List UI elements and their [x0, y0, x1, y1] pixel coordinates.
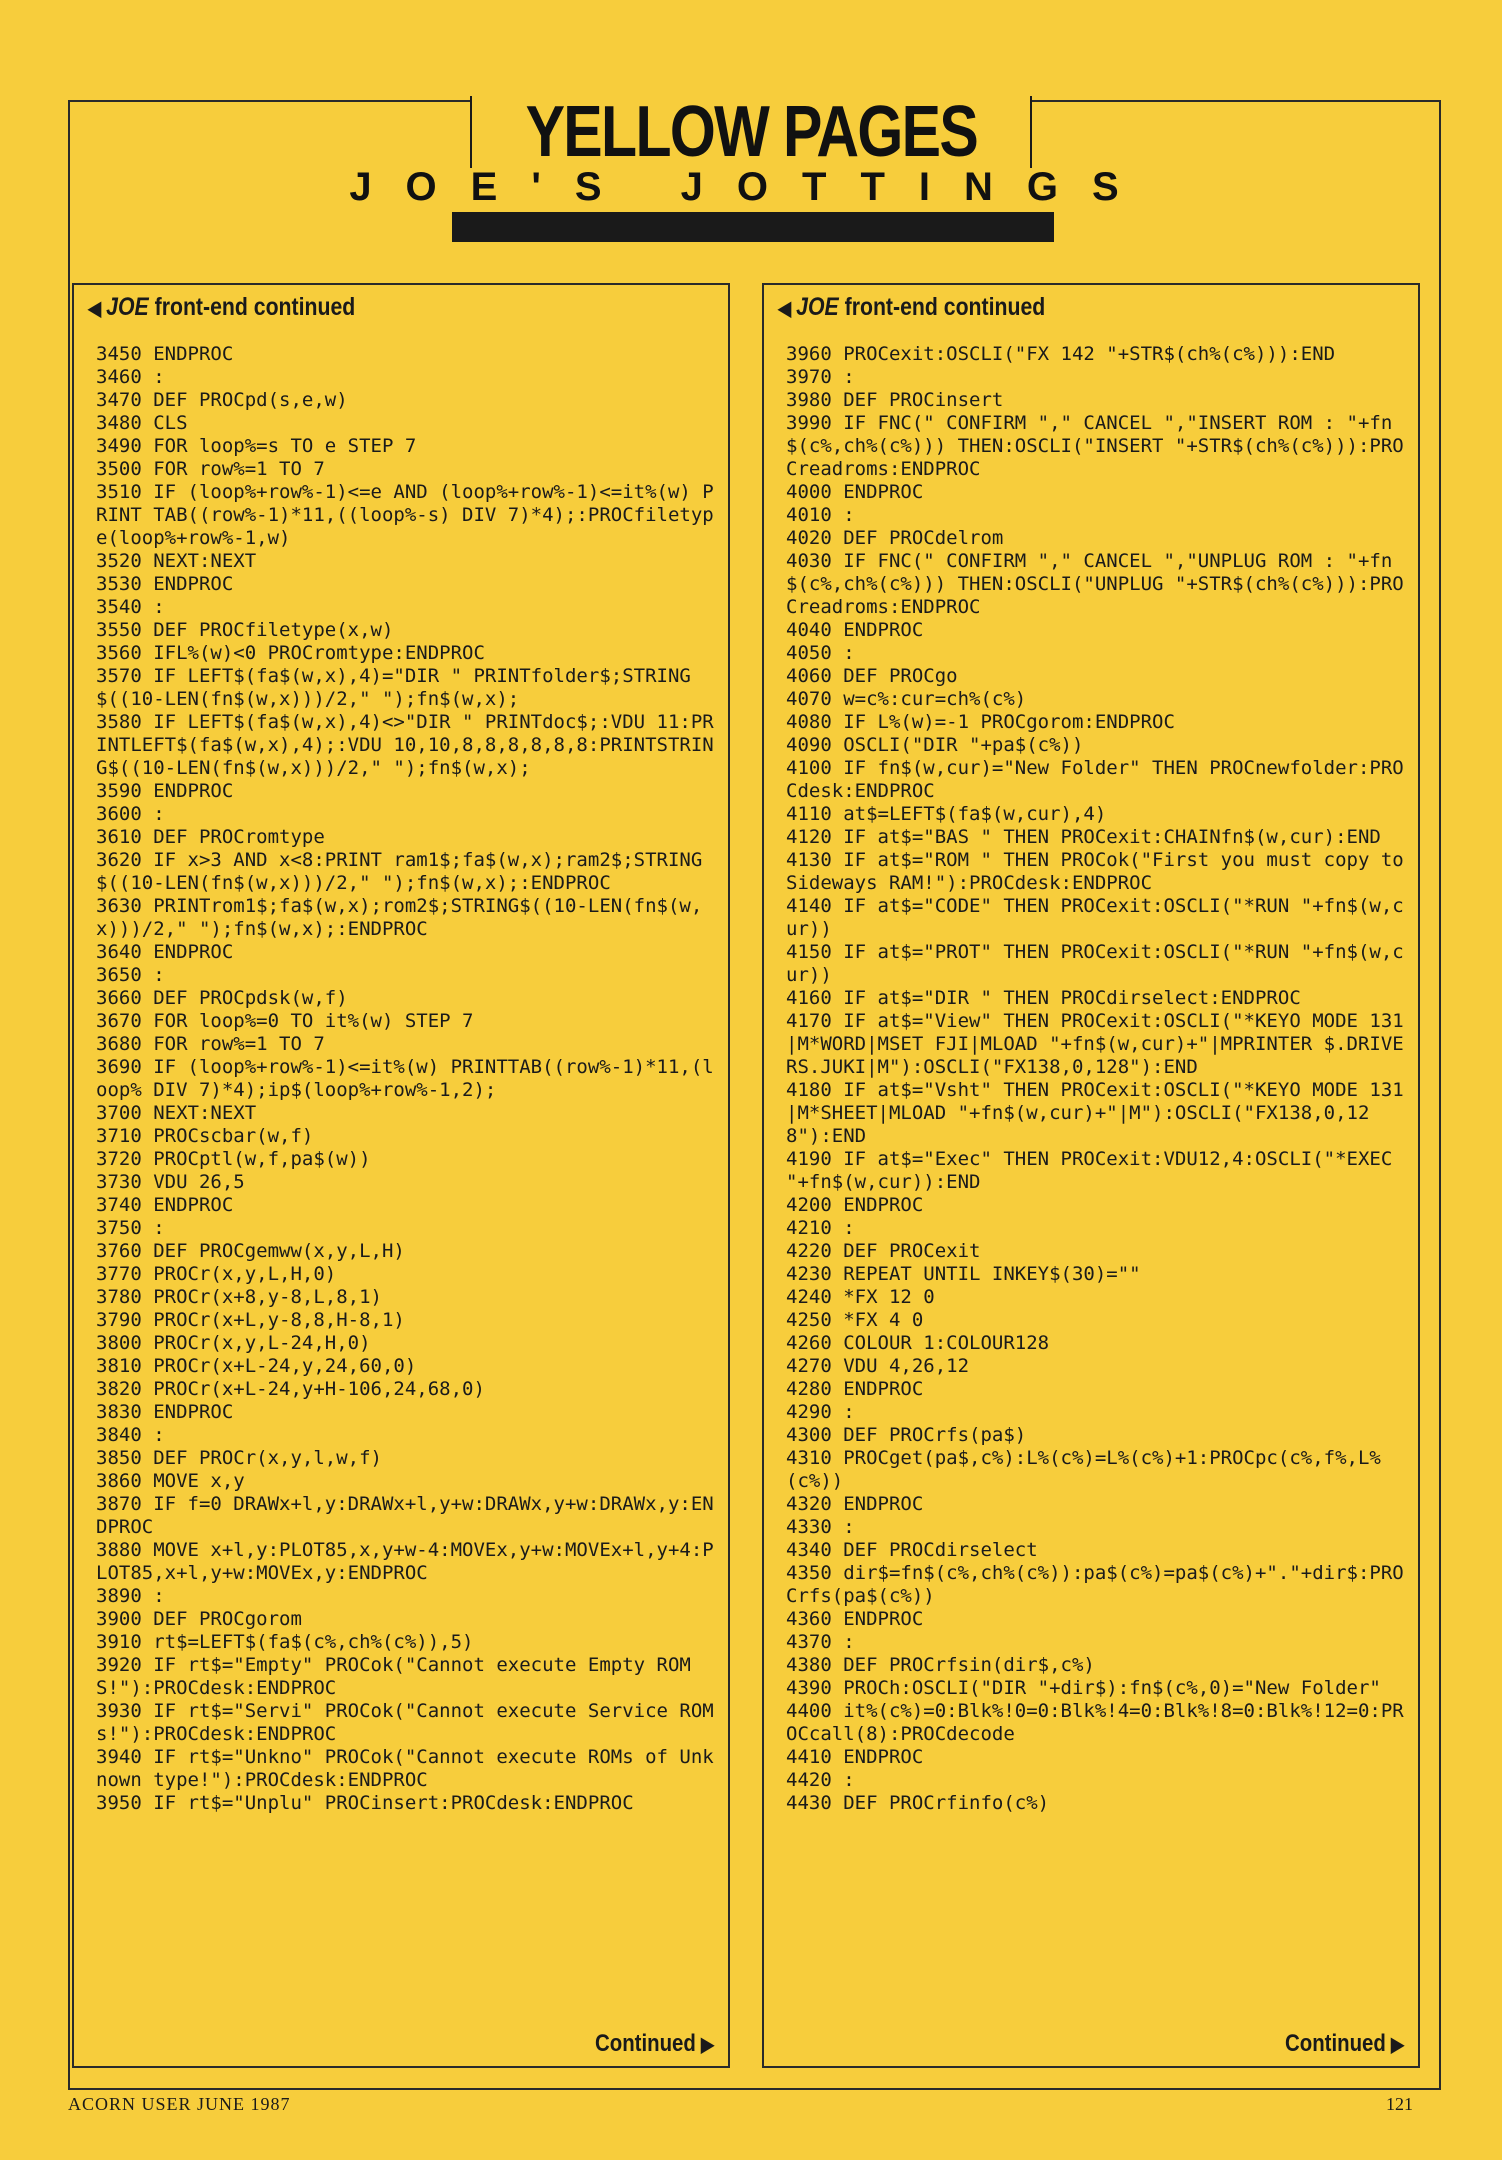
- heading-joe: JOE: [796, 293, 839, 321]
- code-listing-right: 3960 PROCexit:OSCLI("FX 142 "+STR$(ch%(c%))):END 3970 : 3980 DEF PROCinsert 3990 IF FNC(" CONFIRM "," CANCEL ","INSERT ROM : "+fn$(c%,ch%(c%))) THEN:OSCLI("INSERT "+STR$(ch%(c%))):PROCreadroms:ENDPROC 4000 ENDPROC 4010 : 4020 DEF PROCdelrom 4030 IF FNC(" CONFIRM "," CANCEL ","UNPLUG ROM : "+fn$(c%,ch%(c%))) THEN:OSCLI("UNPLUG "+STR$(ch%(c%))):PROCreadroms:ENDPROC 4040 ENDPROC 4050 : 4060 DEF PROCgo 4070 w=c%:cur=ch%(c%) 4080 IF L%(w)=-1 PROCgorom:ENDPROC 4090 OSCLI("DIR "+pa$(c%)) 4100 IF fn$(w,cur)="New Folder" THEN PROCnewfolder:PROCdesk:ENDPROC 4110 at$=LEFT$(fa$(w,cur),4) 4120 IF at$="BAS " THEN PROCexit:CHAINfn$(w,cur):END 4130 IF at$="ROM " THEN PROCok("First you must copy to Sideways RAM!"):PROCdesk:ENDPROC 4140 IF at$="CODE" THEN PROCexit:OSCLI("*RUN "+fn$(w,cur)) 4150 IF at$="PROT" THEN PROCexit:OSCLI("*RUN "+fn$(w,cur)) 4160 IF at$="DIR " THEN PROCdirselect:ENDPROC 4170 IF at$="View" THEN PROCexit:OSCLI("*KEYO MODE 131|M*WORD|MSET FJI|MLOAD "+fn$(w,cur)+"|MPRINTER $.DRIVERS.JUKI|M"):OSCLI("FX138,0,128"):END 4180 IF at$="Vsht" THEN PROCexit:OSCLI("*KEYO MODE 131|M*SHEET|MLOAD "+fn$(w,cur)+"|M"):OSCLI("FX138,0,128"):END 4190 IF at$="Exec" THEN PROCexit:VDU12,4:OSCLI("*EXEC "+fn$(w,cur)):END 4200 ENDPROC 4210 : 4220 DEF PROCexit 4230 REPEAT UNTIL INKEY$(30)="" 4240 *FX 12 0 4250 *FX 4 0 4260 COLOUR 1:COLOUR128 4270 VDU 4,26,12 4280 ENDPROC 4290 : 4300 DEF PROCrfs(pa$) 4310 PROCget(pa$,c%):L%(c%)=L%(c%)+1:PROCpc(c%,f%,L%(c%)) 4320 ENDPROC 4330 : 4340 DEF PROCdirselect 4350 dir$=fn$(c%,ch%(c%)):pa$(c%)=pa$(c%)+"."+dir$:PROCrfs(pa$(c%)) 4360 ENDPROC 4370 : 4380 DEF PROCrfsin(dir$,c%) 4390 PROCh:OSCLI("DIR "+dir$):fn$(c%,0)="New Folder" 4400 it%(c%)=0:Blk%!0=0:Blk%!4=0:Blk%!8=0:Blk%!12=0:PROCcall(8):PROCdecode 4410 ENDPROC 4420 : 4430 DEF PROCrfinfo(c%): [786, 343, 1404, 1814]
- left-column: [72, 283, 730, 2068]
- title-bar: [452, 212, 1054, 242]
- footer-publication: ACORN USER JUNE 1987: [68, 2094, 291, 2114]
- heading-rest: front-end continued: [148, 293, 356, 321]
- heading-joe: JOE: [106, 293, 149, 321]
- continued-label-right: [1285, 2030, 1404, 2058]
- right-arrow-icon: ▶: [1390, 2034, 1404, 2056]
- header: [0, 92, 1502, 172]
- left-arrow-icon: ◀: [778, 298, 792, 320]
- continued-label-left: [595, 2030, 714, 2058]
- page-title: YELLOW PAGES: [525, 92, 977, 172]
- code-listing-left: 3450 ENDPROC 3460 : 3470 DEF PROCpd(s,e,w) 3480 CLS 3490 FOR loop%=s TO e STEP 7 3500 FOR row%=1 TO 7 3510 IF (loop%+row%-1)<=e AND (loop%+row%-1)<=it%(w) PRINT TAB((row%-1)*11,((loop%-s) DIV 7)*4);:PROCfiletype(loop%+row%-1,w) 3520 NEXT:NEXT 3530 ENDPROC 3540 : 3550 DEF PROCfiletype(x,w) 3560 IFL%(w)<0 PROCromtype:ENDPROC 3570 IF LEFT$(fa$(w,x),4)="DIR " PRINTfolder$;STRING$((10-LEN(fn$(w,x)))/2," ");fn$(w,x); 3580 IF LEFT$(fa$(w,x),4)<>"DIR " PRINTdoc$;:VDU 11:PRINTLEFT$(fa$(w,x),4);:VDU 10,10,8,8,8,8,8,8:PRINTSTRING$((10-LEN(fn$(w,x)))/2," ");fn$(w,x); 3590 ENDPROC 3600 : 3610 DEF PROCromtype 3620 IF x>3 AND x<8:PRINT ram1$;fa$(w,x);ram2$;STRING$((10-LEN(fn$(w,x)))/2," ");fn$(w,x);:ENDPROC 3630 PRINTrom1$;fa$(w,x);rom2$;STRING$((10-LEN(fn$(w,x)))/2," ");fn$(w,x);:ENDPROC 3640 ENDPROC 3650 : 3660 DEF PROCpdsk(w,f) 3670 FOR loop%=0 TO it%(w) STEP 7 3680 FOR row%=1 TO 7 3690 IF (loop%+row%-1)<=it%(w) PRINTTAB((row%-1)*11,(loop% DIV 7)*4);ip$(loop%+row%-1,2); 3700 NEXT:NEXT 3710 PROCscbar(w,f) 3720 PROCptl(w,f,pa$(w)) 3730 VDU 26,5 3740 ENDPROC 3750 : 3760 DEF PROCgemww(x,y,L,H) 3770 PROCr(x,y,L,H,0) 3780 PROCr(x+8,y-8,L,8,1) 3790 PROCr(x+L,y-8,8,H-8,1) 3800 PROCr(x,y,L-24,H,0) 3810 PROCr(x+L-24,y,24,60,0) 3820 PROCr(x+L-24,y+H-106,24,68,0) 3830 ENDPROC 3840 : 3850 DEF PROCr(x,y,l,w,f) 3860 MOVE x,y 3870 IF f=0 DRAWx+l,y:DRAWx+l,y+w:DRAWx,y+w:DRAWx,y:ENDPROC 3880 MOVE x+l,y:PLOT85,x,y+w-4:MOVEx,y+w:MOVEx+l,y+4:PLOT85,x+l,y+w:MOVEx,y:ENDPROC 3890 : 3900 DEF PROCgorom 3910 rt$=LEFT$(fa$(c%,ch%(c%)),5) 3920 IF rt$="Empty" PROCok("Cannot execute Empty ROMS!"):PROCdesk:ENDPROC 3930 IF rt$="Servi" PROCok("Cannot execute Service ROMs!"):PROCdesk:ENDPROC 3940 IF rt$="Unkno" PROCok("Cannot execute ROMs of Unknown type!"):PROCdesk:ENDPROC 3950 IF rt$="Unplu" PROCinsert:PROCdesk:ENDPROC: [96, 343, 714, 1814]
- heading-rest: front-end continued: [838, 293, 1046, 321]
- right-column: [762, 283, 1420, 2068]
- right-arrow-icon: ▶: [700, 2034, 714, 2056]
- continued-text: Continued: [1284, 2030, 1386, 2057]
- section-subtitle: JOE'S JOTTINGS: [349, 165, 1153, 209]
- left-arrow-icon: ◀: [88, 298, 102, 320]
- footer-page-number: 121: [1386, 2094, 1413, 2114]
- title-box: [470, 92, 1033, 172]
- right-column-heading: [778, 293, 1045, 322]
- left-column-heading: [88, 293, 355, 322]
- continued-text: Continued: [594, 2030, 696, 2057]
